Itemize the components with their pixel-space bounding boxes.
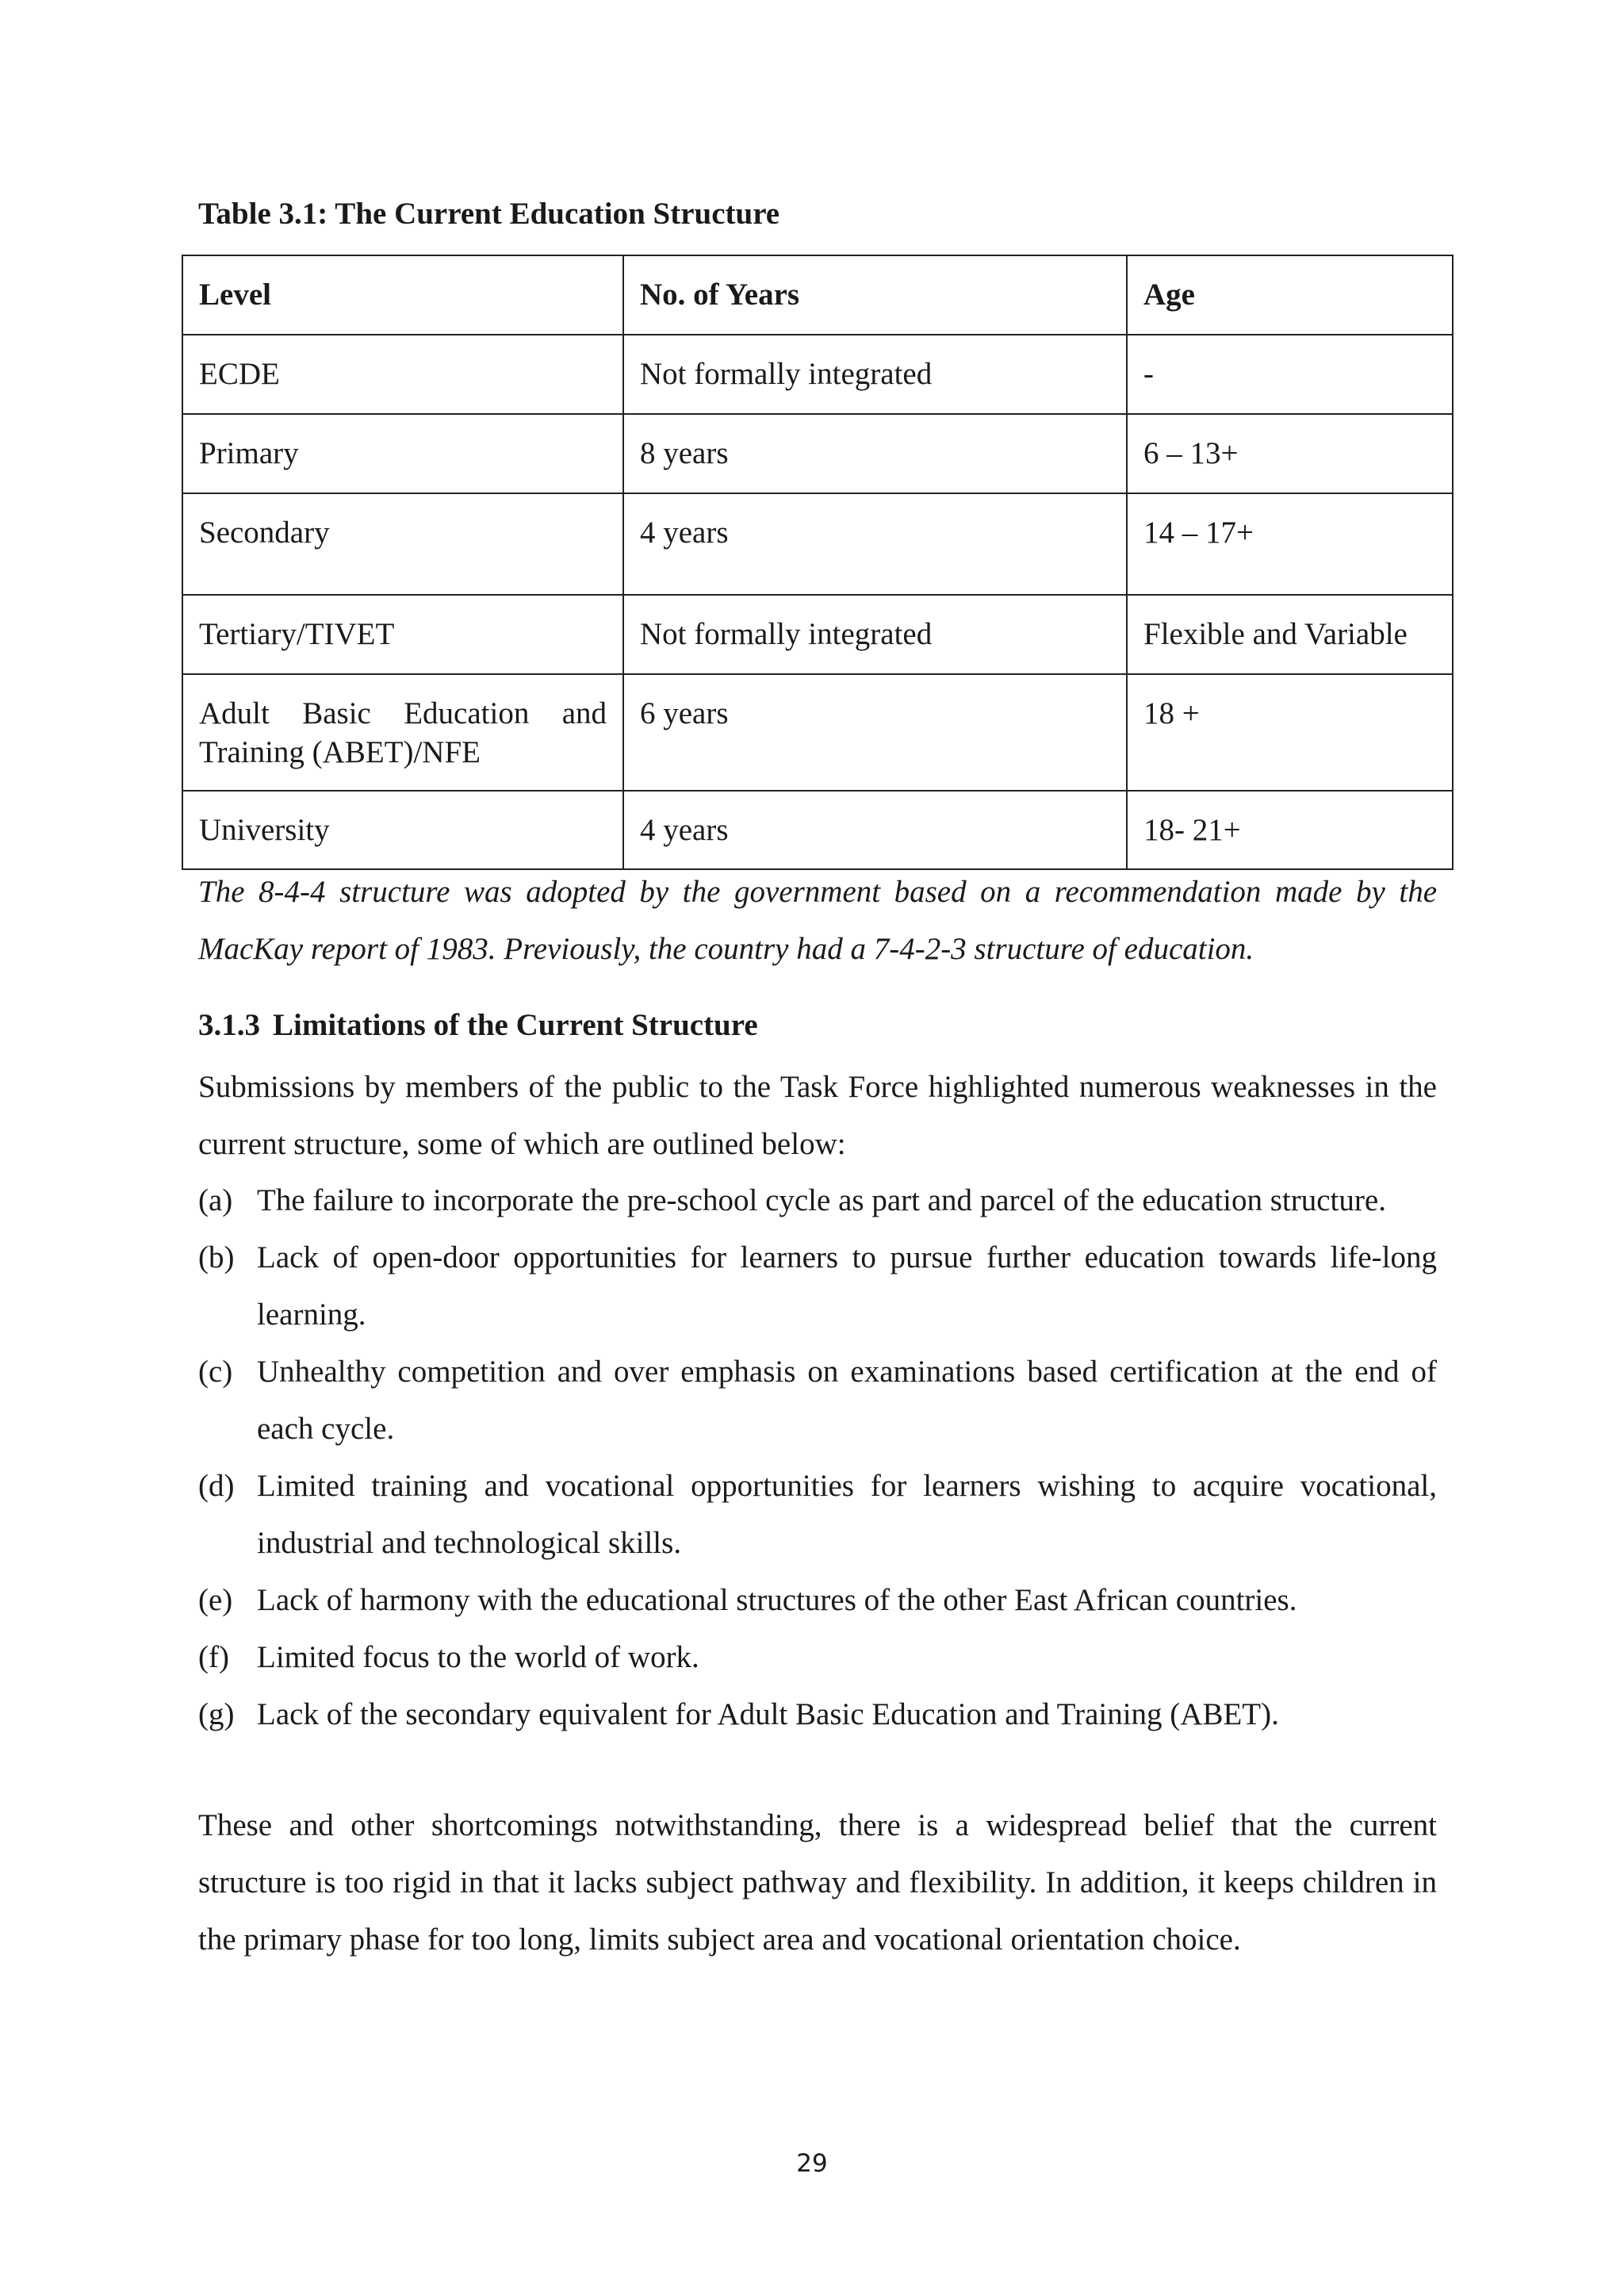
page-number: 29 (796, 2149, 828, 2178)
list-item-text: Unhealthy competition and over emphasis on examinations based certification at the end of each cycle. (257, 1355, 1437, 1446)
age-cell: - (1127, 335, 1453, 414)
list-marker: (a) (198, 1183, 233, 1217)
section-intro: Submissions by members of the public to the Task Force highlighted numerous weaknesses in the current structure, some of which are outlined below: (198, 1070, 1437, 1161)
list-item (198, 1572, 1437, 1629)
years-cell: 6 years (623, 674, 1127, 791)
table-row (182, 674, 1453, 791)
table-caption: The 8-4-4 structure was adopted by the government based on a recommendation made by the MacKay report of 1983. Previously, the country had a 7-4-2-3 structure of education. (198, 875, 1437, 966)
list-marker: (d) (198, 1469, 235, 1503)
list-item (198, 1458, 1437, 1572)
list-item-text: Limited focus to the world of work. (257, 1640, 699, 1674)
section-number: 3.1.3 (198, 1008, 260, 1042)
list-item-text: Lack of harmony with the educational structures of the other East African countries. (257, 1583, 1297, 1617)
table-row (182, 791, 1453, 869)
age-cell: 14 – 17+ (1127, 493, 1453, 595)
list-item (198, 1343, 1437, 1458)
years-cell: Not formally integrated (623, 595, 1127, 674)
list-marker: (e) (198, 1583, 233, 1617)
list-item-text: Limited training and vocational opportunities for learners wishing to acquire vocational, industrial and technological skills. (257, 1469, 1437, 1560)
section-heading (198, 1007, 758, 1043)
level-cell: Adult Basic Education and Training (ABET)/NFE (182, 674, 623, 791)
years-cell: 4 years (623, 493, 1127, 595)
list-marker: (f) (198, 1640, 229, 1674)
table-row (182, 335, 1453, 414)
list-item (198, 1172, 1437, 1229)
list-item-text: The failure to incorporate the pre-school cycle as part and parcel of the education structure. (257, 1183, 1386, 1217)
list-marker: (g) (198, 1697, 235, 1731)
list-item-text: Lack of open-door opportunities for learners to pursue further education towards life-long learning. (257, 1240, 1437, 1332)
table-title: Table 3.1: The Current Education Structure (198, 197, 780, 231)
level-cell: University (182, 791, 623, 869)
years-cell: Not formally integrated (623, 335, 1127, 414)
level-cell: Secondary (182, 493, 623, 595)
list-item (198, 1686, 1437, 1743)
level-cell: Tertiary/TIVET (182, 595, 623, 674)
column-header-years: No. of Years (623, 255, 1127, 335)
list-marker: (b) (198, 1240, 235, 1274)
list-item-text: Lack of the secondary equivalent for Adult Basic Education and Training (ABET). (257, 1697, 1279, 1731)
table-row (182, 414, 1453, 493)
column-header-age: Age (1127, 255, 1453, 335)
table-header-row (182, 255, 1453, 335)
education-structure-table (182, 255, 1454, 870)
section-title: Limitations of the Current Structure (273, 1008, 758, 1042)
age-cell: Flexible and Variable (1127, 595, 1453, 674)
age-cell: 18 + (1127, 674, 1453, 791)
column-header-level: Level (182, 255, 623, 335)
list-item (198, 1629, 1437, 1686)
years-cell: 4 years (623, 791, 1127, 869)
table-row (182, 595, 1453, 674)
table-row (182, 493, 1453, 595)
level-cell: ECDE (182, 335, 623, 414)
limitations-list (198, 1172, 1437, 1743)
list-marker: (c) (198, 1355, 233, 1389)
closing-paragraph: These and other shortcomings notwithstanding, there is a widespread belief that the current structure is too rigid in that it lacks subject pathway and flexibility. In addition, it keeps children in the primary phase for too long, limits subject area and vocational orientation choice. (198, 1808, 1437, 1957)
years-cell: 8 years (623, 414, 1127, 493)
age-cell: 18- 21+ (1127, 791, 1453, 869)
level-cell: Primary (182, 414, 623, 493)
age-cell: 6 – 13+ (1127, 414, 1453, 493)
list-item (198, 1229, 1437, 1343)
